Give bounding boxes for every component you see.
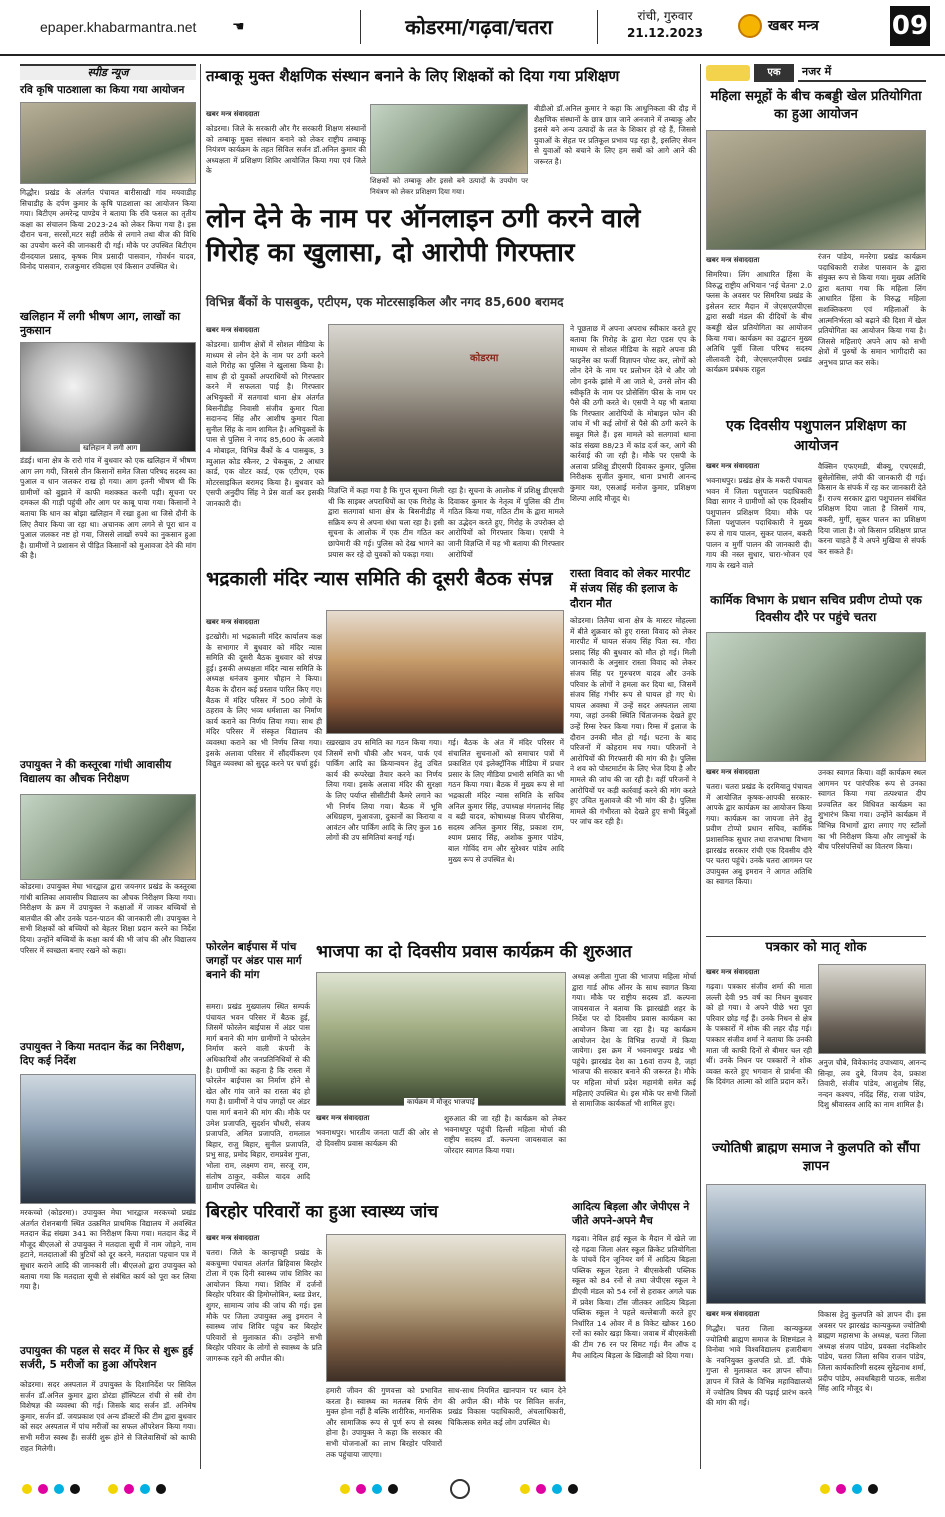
band-label-left: एक [754,64,794,82]
registration-dot [140,1484,150,1494]
registration-dot [70,1484,80,1494]
photo-caption: खलिहान में लगी आग [80,444,140,453]
story-body: गढ़वा। नेविल हाई स्कूल के मैदान में खेले जा रहे गढ़वा जिला अंतर स्कूल क्रिकेट प्रतियोगिता के पांचवें दिन जूनियर वर्ग में आदित्य बिड़ला पब्लिक स्कूल रेहला ने बीएसकेसी पब्लिक स्कूल को 84 रनों से तथा जेपीएस स्कूल ने डीएवी मंडल को 54 रनों से हराकर अगले चक्र में प्रवेश किया। टॉस जीतकर आदित्य बिड़ला पब्लिक स्कूल ने पहले बल्लेबाजी करते हुए निर्धारित 14 ओवर में 8 विकेट खोकर 160 रनों का स्कोर खड़ा किया। जवाब में बीएसकेसी की टीम 76 रन पर सिमट गई। मैन ऑफ द मैच आदित्य बिड़ला के खिलाड़ी को दिया गया। [572,1234,696,1360]
story-body: रंजन पांडेय, मनरेगा प्रखंड कार्यक्रम पदाधिकारी राजेश पासवान के द्वारा संयुक्त रूप से किया गया। मुख्य अतिथि द्वारा बताया गया कि महिला लिंग आधारित हिंसा के विरुद्ध महिला सशक्तिकरण एवं महिलाओं के आत्मनिर्भरता को बढ़ाने की दिशा में खेल प्रतियोगिता का आयोजन किया गया है। जिससे महिलाएं अपने आप को सभी क्षेत्रों में पुरुषों के समान भागीदारी का अनुभव प्राप्त कर सके। [818,252,926,367]
registration-dot [552,1484,562,1494]
photo [370,104,528,174]
masthead [0,0,945,56]
story-body: चतरा। जिले के कान्हाचट्टी प्रखंड के बकचुम्मा पंचायत अंतर्गत ब्रिहिवास बिरहोर टोला में एक दिनी स्वास्थ्य जांच शिविर का आयोजन किया गया। शिविर में दर्जनों बिरहोर परिवार की हिमोग्लोबिन, ब्लड प्रेशर, शुगर, सामान्य जांच की जांच की गई। इस मौके पर जिला उपायुक्त अबु इमरान ने स्वास्थ्य जांच शिविर पहुंच कर बिरहोर परिवारों से मुलाकात की। उन्होंने सभी बिरहोर परिवार के लोगों से स्वास्थ्य के प्रति जागरूक रहने की अपील की। [206,1248,322,1363]
story-body: गई। बैठक के अंत में मंदिर परिसर में संचालित सुचनाओं को समाचार पत्रों में प्रकाशित एवं इलेक्ट्रॉनिक मीडिया में प्रचार प्रसार के लिए मीडिया प्रभारी समिति का भी गठन किया गया। बैठक में मुख्य रूप से मां भद्रकाली मंदिर न्यास समिति के सचिव अनिल कुमार सिंह, उपाध्यक्ष मंगलानंद सिंह व बद्री यादव, कोषाध्यक्ष विजय चौरसिया, सदस्य अनिल कुमार सिंह, प्रकाश राम, श्याम प्रसाद सिंह, अशोक कुमार पांडेय, बाल गोविंद राम और सुरेश्वर पांडेय आदि मुख्य रूप से उपस्थित थे। [448,738,564,864]
column-divider [700,64,701,1469]
byline: खबर मन्त्र संवाददाता [706,256,760,264]
ek-nazar-band [706,64,926,82]
headline: पत्रकार को मातृ शोक [706,936,926,957]
story-body: चतरा। चतरा प्रखंड के दरमियातु पंचायत में आयोजित कृषक-आपकी सरकार-आपके द्वार कार्यक्रम का आयोजन किया गया। कार्यक्रम का जायजा लेने हेतु प्रवीण टोप्पो प्रधान सचिव, कार्मिक प्रशासनिक सुधार तथा राजभाषा विभाग झारखंड सरकार रांची एक दिवसीय दौरे पर चतरा पहुंचे। उनके चतरा आगमन पर उपायुक्त अबु इमरान ने आगत अतिथि का स्वागत किया। [706,782,812,887]
brand [738,10,878,42]
headline: आदित्य बिड़ला और जेपीएस ने जीते अपने-अपने मैच [572,1201,690,1227]
story-body: समरा। प्रखंड मुख्यालय स्थित सम्पर्क पंचायत भवन परिसर में बैठक हुई, जिसमें फोरलेन बाईपास में अंडर पास मार्ग बनाने की मांग ग्रामीणों ने फोरलेन निर्माण करने वाली कंपनी के अधिकारियों और जनप्रतिनिधियों से की है। ग्रामीणों का कहना है कि रास्ता में फोरलेन बाईपास का निर्माण होने से खेत और गांव जाने का रास्ता बंद हो गया है। ग्रामीणों ने पांच जगहों पर अंडर पास मार्ग बनाने की मांग की। मौके पर उमेश प्रजापति, सुदर्शन चौधरी, संजय प्रजापति, अमित प्रजापति, रामलाल बिहार, राजु बिहार, सुनील प्रजापति, प्रभु साह, प्रमोद बिहार, रामप्रवेश गुप्ता, भोला राम, लक्ष्मण राम, सरजू राम, संतोष ठाकुर, वकील यादव आदि ग्रामीण उपस्थित थे। [206,1002,310,1192]
story-body: हमारी जीवन की गुणवत्ता को प्रभावित करता है। स्वास्थ्य का मतलब सिर्फ रोग मुक्त होना नहीं है बल्कि शारीरिक, मानसिक और सामाजिक रूप से पूर्ण रूप से स्वस्थ होना है। उपायुक्त ने कहा कि सरकार की सभी योजनाओं का लाभ बिरहोर परिवारों तक पहुंचाया जाएगा। [326,1386,442,1459]
story-title: रवि कृषि पाठशाला का किया गया आयोजन [20,84,185,96]
crosshair-icon [450,1479,470,1499]
story-body: ने पूछताछ में अपना अपराध स्वीकार करते हुए बताया कि गिरोह के द्वारा मेटा एडस एप के माध्यम से सोशल मीडिया के सहारे अपना फ्री फाइनेंस का फर्जी विज्ञापन पोस्ट कर, लोगों को लोन देने के नाम पर प्रलोभन देते थे और जो लोग इनके झांसे में आ जाते थे, उनसे लोन की स्वीकृति के नाम पर प्रोसेसिंग फीस के नाम पर पैसे की ठगी करते थे। एसपी ने यह भी बताया कि गिरफ्तार आरोपियों के मोबाइल फोन की जांच में भी कई लोगों से पैसे की ठगी करने के सबूत मिले हैं। इस मामले को सतगावां थाना कांड संख्या 88/23 में कांड दर्ज कर, आगे की कार्रवाई की जा रही है। मौके पर एसपी के अलावा प्रशिक्षु डीएसपी दिवाकर कुमार, पुलिस निरीक्षक सुजीत कुमार, थाना प्रभारी आनन्द कुमार यश, एसआई मनोज कुमार, प्रशिक्षण शिल्पा आदि मौजूद थे। [570,324,696,503]
story-body: विकास हेतु कुलपति को ज्ञापन दी। इस अवसर पर झारखंड कान्यकुब्ज ज्योतिषी ब्राह्मण महासभा के अध्यक्ष, चतरा जिला अध्यक्ष संजय पांडेय, प्रवक्ता नंदकिशोर पांडेय, चतरा जिला सचिव राजन पांडेय, जिला कार्यकारिणी सदस्य सुरेंद्रनाथ शर्मा, प्रदीप पांडेय, अवधबिहारी पाठक, सतीश सिंह आदि मौजूद थे। [818,1310,926,1394]
registration-dot [852,1484,862,1494]
story-body: रहा है। सूचना के आलोक में प्रशिक्षु डीएसपी दिवाकर कुमार के नेतृत्व में पुलिस की टीम गठित किया गया, गठित टीम के द्वारा मामले का उद्भेदन करते हुए, गिरोह के उपरोक्त दो आरोपियों को गिरफ्तार किया। एसपी ने जानी विज्ञप्ति में यह भी बताया की गिरफ्तार आरोपियों [448,486,564,559]
headline: एक दिवसीय पशुपालन प्रशिक्षण का आयोजन [725,418,906,454]
photo [20,102,196,184]
registration-dot [156,1484,166,1494]
registration-dot [54,1484,64,1494]
headline: बिरहोर परिवारों का हुआ स्वास्थ्य जांच [206,1202,439,1222]
story-title: उपायुक्त ने किया मतदान केंद्र का निरीक्षण, दिए कई निर्देश [20,1041,185,1067]
banner-text: कोडरमा [470,353,499,364]
story-body: सिमरिया। लिंग आधारित हिंसा के विरुद्ध राष्ट्रीय अभियान 'नई चेतना' 2.0 फ्लस के अवसर पर सिमरिया प्रखंड के इसेलन स्टार मैदान में जेएसएलपीएस द्वारा सखी मंडल की दीदियों के बीच कबड्डी खेल प्रतियोगिता का आयोजन किया गया। कार्यक्रम का उद्घाटन मुख्य अतिथि पूर्वी जिला परिषद सदस्य लीलावती देवी, जेएसएलपीएस प्रखंड कार्यक्रम प्रबंधक राहुल [706,270,812,375]
byline: खबर मन्त्र संवाददाता [706,768,760,776]
story-body: गिद्धौर। प्रखंड के अंतर्गत पंचायत बारीसाखी गांव मयवाडीह सिचाडीह के दर्पण कुमार के कृषि पाठशाला का आयोजन किया गया। बिटीएम अमरेन्द्र पाण्डेय ने बताया कि रवि फसल का तृतीय कक्षा का संचालन किया 2023-24 को लेकर किया गया है। इस दौरान चना, सरसों,मटर सही तरीके से लगाने तथा बीज की विधि का उपयोग करने की जानकारी दी गई। मौके पर उपस्थित बिटीएम दीनदयाल प्रसाद, कृषक मित्र प्रसादी पासवान, गोवर्धन यादव, विनोद पासवान, राजकुमार रविदास एवं किसान उपस्थित थे। [20,188,196,272]
photo [818,964,926,1054]
registration-dot [836,1484,846,1494]
story-body: गिद्धौर। चतरा जिला कान्यकुब्ज ज्योतिषी ब्राह्मण समाज के शिष्टमंडल ने विनोबा भावे विश्वविद्यालय हजारीबाग के नवनियुक्त कुलपति प्रो. डॉ. पीके गुप्ता से मुलाकात कर ज्ञापन सौंपा। ज्ञापन में जिले के विभिन्न महाविद्यालयों में ज्योतिष विषय की पढ़ाई प्रारंभ करने की मांग की गई। [706,1324,812,1408]
headline: कार्मिक विभाग के प्रधान सचिव प्रवीण टोप्पो एक दिवसीय दौरे पर पहुंचे चतरा [710,593,922,624]
story-body: इटखोरी। मां भद्रकाली मंदिर कार्यालय कक्ष के सभागार में बुधवार को मंदिर न्यास समिति की दूसरी बैठक बुधवार को संपन्न हुई। इसकी अध्यक्षता मंदिर न्यास समिति के अध्यक्ष धनंजय कुमार चौहान ने किया। बैठक के दौरान कई प्रस्ताव पारित किए गए। बैठक में मंदिर परिसर में 500 लोगों के ठहराव के लिए भव्य धर्मशाला का निर्माण कार्य कराने का निर्णय लिया गया। साथ ही मंदिर परिसर में संस्कृत विद्यालय की व्यवस्था कराने का भी निर्णय लिया गया। इसके अलावा परिसर में सौंदर्यीकरण एवं विद्युत व्यवस्था को सुदृढ़ करने पर चर्चा हुई। [206,632,322,769]
story-title: उपायुक्त ने की कस्तूरबा गांधी आवासीय विद्यालय का औचक निरीक्षण [20,759,172,785]
brand-name: खबर मन्त्र [768,18,819,34]
byline: खबर मन्त्र संवाददाता [206,618,260,626]
photo [706,130,926,250]
story-title: उपायुक्त की पहल से सदर में फिर से शुरू हुई सर्जरी, 5 मरीजों का हुआ ऑपरेशन [20,1345,194,1371]
photo [328,324,564,482]
registration-dot [868,1484,878,1494]
story-body: अनुज चौबे, विवेकानंद उपाध्याय, आनन्द सिन्हा, लव दुबे, विजय देव, प्रकाश तिवारी, संजीव पांडेय, आशुतोष सिंह, नन्दन कश्यप, नदिंद्र सिंह, राजा पांडेय, दिशु श्रीवास्तव आदि का नाम शामिल है। [818,1058,926,1110]
headline: भद्रकाली मंदिर न्यास समिति की दूसरी बैठक संपन्न [206,568,553,590]
byline: खबर मन्त्र संवाददाता [206,326,260,334]
registration-dot [568,1484,578,1494]
subheadline: विभिन्न बैंकों के पासबुक, एटीएम, एक मोटरसाइकिल और नगद 85,600 बरामद [206,295,564,309]
registration-dot [22,1484,32,1494]
headline: भाजपा का दो दिवसीय प्रवास कार्यक्रम की शुरुआत [316,942,632,962]
registration-dot [108,1484,118,1494]
story-body: साथ-साथ नियमित खानपान पर ध्यान देने की अपील की। मौके पर सिविल सर्जन, प्रखंड विकास पदाधिकारी, अंचलाधिकारी, चिकित्सक समेत कई लोग उपस्थित थे। [448,1386,566,1427]
headline: तम्बाकू मुक्त शैक्षणिक संस्थान बनाने के लिए शिक्षकों को दिया गया प्रशिक्षण [206,67,620,85]
story-body: कोडरमा। जिले के सरकारी और गैर सरकारी शिक्षण संस्थानों को तम्बाकू मुक्त संस्थान बनाने को लेकर राष्ट्रीय तम्बाकू नियंत्रण कार्यक्रम के तहत सिविल सर्जन डॉ.अनिल कुमार की अध्यक्षता में प्रशिक्षण शिविर आयोजित किया गया एवं जिले के [206,124,366,176]
cursor-icon: ☚ [232,19,245,35]
story-body: वैक्सिन एफएमडी, बीक्यू, एचएसडी, ब्रुसेलोसिस, लंपी की जानकारी दी गई। किसान के संपर्क में रह कर जानकारी देते हैं। राज्य सरकार द्वारा पशुपालन संबंधित प्रशिक्षण दिया जाता है जिसमें गाय, बकरी, मुर्गी, सूकर पालन का प्रशिक्षण दिया जाता है। जो किसान प्रशिक्षण प्राप्त करना चाहते हैं वे अपने मुखिया से संपर्क कर सकते हैं। [818,462,926,556]
band-label-right: नजर में [798,64,926,82]
brand-logo-icon [738,14,762,38]
headline: महिला समूहों के बीच कबड्डी खेल प्रतियोगिता का हुआ आयोजन [710,89,922,122]
headline: लोन देने के नाम पर ऑनलाइन ठगी करने वाले गिरोह का खुलासा, दो आरोपी गिरफ्तार [206,204,641,268]
issue-date: 21.12.2023 [627,26,703,40]
photo [20,1074,196,1204]
photo [326,610,564,734]
story-body: भवनाथपुर। प्रखंड क्षेत्र के मकरी पंचायत भवन में जिला पशुपालन पदाधिकारी विद्या सागर ने ग्रामीणों को एक दिवसीय पशुपालन प्रशिक्षण दिया। मौके पर जिला पशुपालन पदाधिकारी ने मुख्य रूप से गाय पालन, सुकर पालन, बकरी पालन व मुर्गी पालन की जानकारी दी। गाय की नस्ल सुधार, चारा-भोजन एवं गाय के रखने वाले [706,476,812,570]
headline: रास्ता विवाद को लेकर मारपीट में संजय सिंह की इलाज के दौरान मौत [570,567,691,610]
story-body: कोडरमा। सदर अस्पताल में उपायुक्त के दिशानिर्देश पर सिविल सर्जन डॉ.अनिल कुमार द्वारा डोरंडा हॉस्पिटल रांची से स्त्री रोग विशेषज्ञ की व्यवस्था की गई। जिसके बाद सर्जन डॉ. अनिमेष कुमार, सर्जन डॉ. जयप्रकाश एवं अन्य डॉक्टरों की टीम द्वारा बुधवार को सदर अस्पताल में पांच मरीजों का सफल ऑपरेशन किया गया। सभी मरीज स्वस्थ हैं। सर्जरी शुरू होने से जिलेवासियों को काफी राहत मिलेगी। [20,1380,196,1453]
photo [20,342,196,452]
left-column [20,64,196,1469]
registration-dot [356,1484,366,1494]
registration-dot [340,1484,350,1494]
print-registration-marks [0,1476,945,1506]
registration-dot [124,1484,134,1494]
photo [316,972,566,1106]
story-body: बीडीओ डॉ.अनिल कुमार ने कहा कि आधुनिकता की दौड़ में शैक्षणिक संस्थानों के छात्र छात्र जाने अनजाने में तम्बाकू और इससे बने अन्य उत्पादों के लत के शिकार हो रहे हैं, जिससे युवाओं के सेहत पर प्रतिकूल प्रभाव पड़ रहा है, इसलिए सेवन से युवाओं को बचाने के लिए हम सबों को आगे आने की जरूरत है। [534,104,696,166]
story-body: उनका स्वागत किया। वहीं कार्यक्रम स्थल आगमन पर पारंपरिक रूप से उनका स्वागत किया गया तत्पश्चात दीप प्रज्वलित कर विधिवत कार्यक्रम का शुभारंभ किया गया। उन्होंने कार्यक्रम में विभिन्न विभागों द्वारा लगाए गए स्टॉलों का भी निरीक्षण किया और लाभुकों के बीच परिसंपत्तियों का वितरण किया। [818,768,926,852]
photo [706,1184,926,1304]
photo [326,1234,566,1382]
headline: ज्योतिषी ब्राह्मण समाज ने कुलपति को सौंपा ज्ञापन [712,1141,920,1174]
column-divider [200,64,201,1469]
headline: फोरलेन बाईपास में पांच जगहों पर अंडर पास मार्ग बनाने की मांग [206,941,302,981]
band-icon [706,65,750,81]
story-body: कोडरमा। ग्रामीण क्षेत्रों में सोशल मीडिया के माध्यम से लोन देने के नाम पर ठगी करने वाले गिरोह का पुलिस ने खुलासा किया है। साथ ही दो युवकों अपराधियों को गिरफ्तार करने में सफलता पाई है। गिरफ्तार अभियुक्तों में सतगावां थाना क्षेत्र अंतर्गत बिसनीडीह निवासी संजीव कुमार पिता सदानन्द सिंह और आशीष कुमार पिता सुनील सिंह के नाम शामिल है। अभियुक्तों के पास से पुलिस ने नगद 85,600 के अलावे 4 मोबाइल, विभिन्न बैंकों के 4 पासबुक, 3 म्युआल कोड स्कैनर, 2 चेकबुक, 2 आधार कार्ड, एक वोटर कार्ड, एक एटीएम, एक मोटरसाइकिल बरामद किया है। बुधवार को एसपी अनुदीप सिंह ने प्रेस वार्ता कर इसकी जानकारी दी। [206,340,324,508]
photo-caption: कार्यक्रम में मौजूद भाजपाई [404,1098,478,1107]
registration-dot [372,1484,382,1494]
story-body: अध्यक्ष अनीता गुप्ता की भाजपा महिला मोर्चा द्वारा गार्ड ऑफ ऑनर के साथ स्वागत किया गया। मौके पर राष्ट्रीय सदस्य डॉ. कल्पना जायसवाल ने बताया कि झारखंडी शहर के निर्देश पर दो दिवसीय प्रवास कार्यक्रम का आयोजन किया जा रहा है। यह कार्यक्रम आयोजन देश के विभिन्न राज्यों में किया जायेगा। इस क्रम में भवनाथपुर प्रखंड भी पहुंचे। झारखंड देश का 16वां राज्य है, जहां भाजपा की सरकार बनाने की जरूरत है। मौके पर महिला मोर्चा प्रदेश महामंत्री समेत कई महिलाएं उपस्थित थे। इस मौके पर सभी जिलों से सामाजिक कार्यकर्ता भी शामिल हुए। [572,972,696,1109]
byline: खबर मन्त्र संवाददाता [706,968,760,976]
byline: खबर मन्त्र संवाददाता [706,462,760,470]
story-body: मरकच्चो (कोडरमा)। उपायुक्त मेघा भारद्वाज मरकच्चो प्रखंड अंतर्गत रोशनबागी स्थित उत्क्रमित प्राथमिक विद्यालय में अवस्थित मतदान केंद्र संख्या 341 का निरीक्षण किया गया। मतदान केंद्र में मौजूद बीएलओ से उपायुक्त ने मतदाता सूची में नाम जोड़ने, नाम हटाने, मतदाताओं की त्रुटियों को दूर करने, मतदाता पहचान पत्र में सुधार कराने आदि की जानकारी ली। बीएलओ द्वारा उपायुक्त को बताया गया कि मतदाता सूची से संबंधित कार्य को पूरा कर लिया गया है। [20,1208,196,1292]
byline: खबर मन्त्र संवाददाता [206,110,260,118]
byline: खबर मन्त्र संवाददाता [316,1114,370,1122]
story-title: खलिहान में लगी भीषण आग, लाखों का नुकसान [20,310,181,337]
registration-dot [38,1484,48,1494]
story-body: रख़रखाव उप समिति का गठन किया गया। जिसमें सभी चौकी और भवन, पार्क एवं पार्किंग आदि का क्रियान्वयन हेतु उचित कार्य की रूपरेखा तैयार करने का निर्णय लिया गया। इसके अलावा मंदिर की सुरक्षा के लिए पर्याप्त सीसीटीवी कैमरे लगाने का भी निर्णय लिया गया। बैठक में भूमि अधिग्रहण, मुआवजा, दुकानों का किराया व आवंटन और पार्किंग आदि के लिए कुल 16 लोगों की उप समितियां बनाई गई। [326,738,442,843]
speed-news-band: स्पीड न्यूज [20,64,196,80]
section-title: कोडरमा/गढ़वा/चतरा [360,10,598,44]
story-body: कोडरमा। उपायुक्त मेघा भारद्वाज द्वारा जयनगर प्रखंड के कस्तूरबा गांधी बालिका आवासीय विद्यालय का औचक निरीक्षण किया गया। निरीक्षण के क्रम में उपायुक्त ने कक्षाओं में जाकर बच्चियों से बातचीत की और उनके पठन-पाठन की जानकारी ली। उपायुक्त ने सभी शिक्षकों को बच्चियों को बेहतर शिक्षा प्रदान करने का निर्देश दिया। उन्होंने बच्चियों के कक्षा कार्य की भी जांच की और विद्यालय परिसर में स्वच्छता बनाए रखने को कहा। [20,882,196,955]
photo [706,632,926,762]
story-body: डंडई। थाना क्षेत्र के रारो गांव में बुधवार को एक खलिहान में भीषण आग लग गयी, जिससे तीन किसानों समेत जिला परिषद सदस्य का पुआल व धान जलकर राख हो गया। आग इतनी भीषण थी कि ग्रामीणों को बुझाने में काफी मशक्कत करनी पड़ी। सूचना पर दमकल की गाड़ी पहुंची और आग पर काबू पाया गया। किसानों ने बताया कि धान का बोझा खलिहान में रखा हुआ था जिसे दौनी के लिए तैयार किया जा रहा था। अचानक आग लगने से पूरा धान व पुआल जलकर नष्ट हो गया, जिससे लाखों रुपये का नुकसान हुआ है। ग्रामीणों ने प्रशासन से पीड़ित किसानों को मुआवजा देने की मांग की है। [20,456,196,561]
registration-dot [820,1484,830,1494]
city-day: रांची, गुरुवार [637,9,693,23]
story-body: कोडरमा। तिलैया थाना क्षेत्र के मास्टर मोहल्ला में बीते शुक्रवार को हुए रास्ता विवाद को लेकर मारपीट में घायल संजय सिंह पिता स्व. गौरा प्रसाद सिंह की बुधवार को मौत हो गई। मिली जानकारी के अनुसार रास्ता विवाद को लेकर संजय सिंह पर गुरुचरण यादव और उनके परिवार के लोगों ने हमला कर दिया था, जिसमें संजय सिंह गंभीर रूप से घायल हो गए थे। घायल अवस्था में उन्हें सदर अस्पताल लाया गया, जहां उनकी स्थिति चिंताजनक देखते हुए उन्हें रिम्स रेफर किया गया। रिम्स में इलाज के दौरान उनकी मौत हो गई। घटना के बाद परिजनों में कोहराम मच गया। परिजनों ने आरोपियों की गिरफ्तारी की मांग की है। पुलिस ने शव को पोस्टमार्टम के लिए भेज दिया है और मामले की जांच की जा रही है। वहीं परिजनों ने आरोपियों पर कड़ी कार्रवाई करने की मांग करते हुए उचित मुआवजे की भी मांग की है। पुलिस मामले की गंभीरता को देखते हुए सभी बिंदुओं पर जांच कर रही है। [570,616,696,827]
byline: खबर मन्त्र संवाददाता [206,1234,260,1242]
page-number: 09 [890,6,930,46]
dateline [610,8,720,42]
byline: खबर मन्त्र संवाददाता [706,1310,760,1318]
registration-dot [520,1484,530,1494]
site-url[interactable]: epaper.khabarmantra.net [40,19,197,35]
registration-dot [536,1484,546,1494]
photo [20,794,196,880]
story-body: शुरुआत की जा रही है। कार्यक्रम को लेकर भवनाथपुर पहुंची दिल्ली महिला मोर्चा की राष्ट्रीय सदस्य डॉ. कल्पना जायसवाल का जोरदार स्वागत किया गया। [444,1114,566,1155]
story-body: विज्ञप्ति में कहा गया है कि गुप्त सूचना मिली थी कि साइबर अपराधियों का एक गिरोह के द्वारा सतगावां थाना क्षेत्र के बिसनीडीह में सक्रिय रूप से अपना धंधा चला रहा है। इसी सूचना के आलोक में एक टीम गठित कर छापेमारी की गई। पुलिस को देख भागने का प्रयास कर रहे दो युवकों को पकड़ा गया। [328,486,444,559]
story-body: भवनाथपुर। भारतीय जनता पार्टी की ओर से दो दिवसीय प्रवास कार्यक्रम की [316,1128,438,1148]
registration-dot [388,1484,398,1494]
photo-caption: शिक्षकों को तम्बाकू और इससे बने उत्पादों के उपयोग पर नियंत्रण को लेकर प्रशिक्षण दिया गया। [370,177,528,196]
story-body: गढ़वा। पत्रकार संजीव शर्मा की माता लल्ली देवी 95 वर्ष का निधन बुधवार को हो गया। वे अपने पीछे भरा पूरा परिवार छोड़ गईं हैं। उनके निधन से क्षेत्र के पत्रकारों में शोक की लहर दौड़ गई। पत्रकार संजीव शर्मा ने बताया कि उनकी माता जी काफी दिनों से बीमार चल रही थीं। उनके निधन पर पत्रकारों ने शोक व्यक्त करते हुए भगवान से प्रार्थना की कि दिवंगत आत्मा को शांति प्रदान करें। [706,982,812,1087]
